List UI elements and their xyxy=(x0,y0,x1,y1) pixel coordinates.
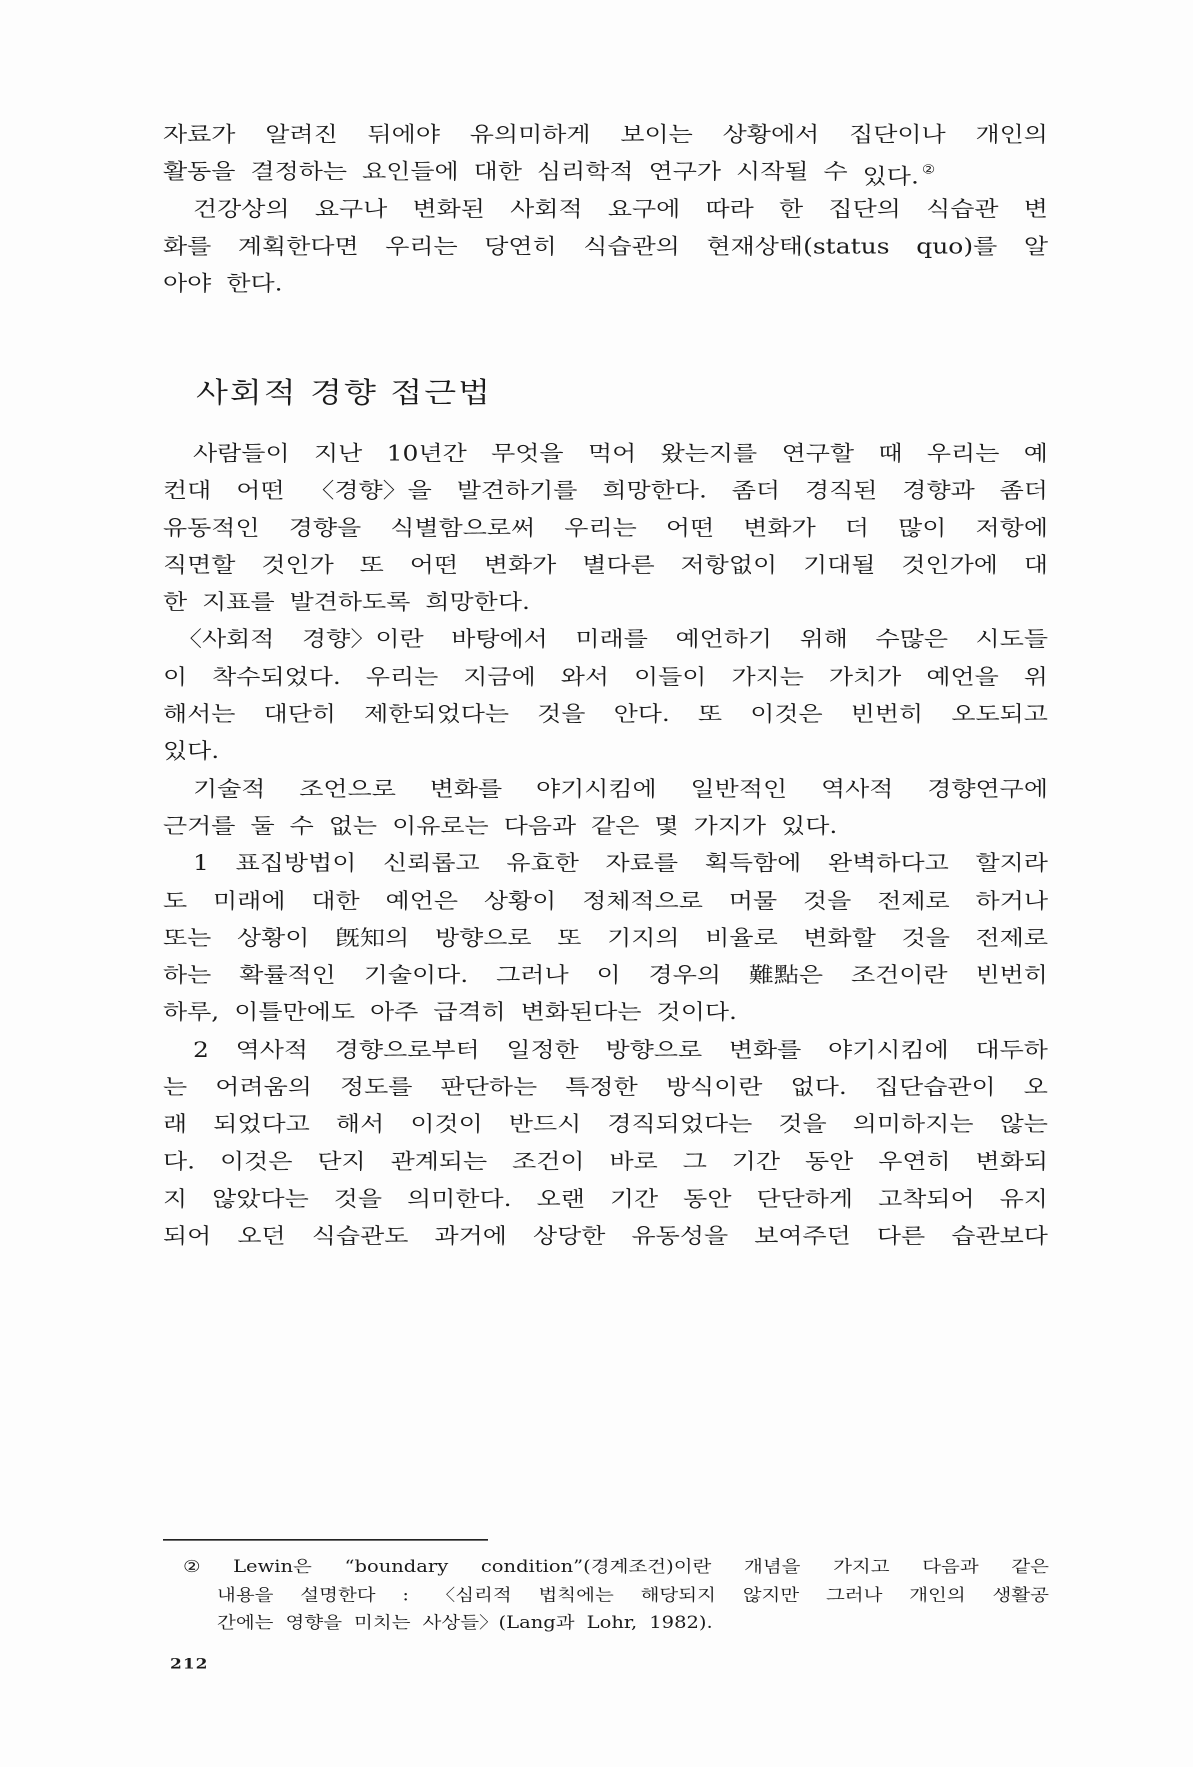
word: 머물 xyxy=(728,888,778,913)
word: 연구할 xyxy=(781,440,855,466)
word: 수많은 xyxy=(875,627,948,652)
text-line xyxy=(163,265,1048,302)
footnote-line xyxy=(183,1552,1049,1580)
word: 이틀만에도 xyxy=(234,999,356,1025)
word: 판단하는 xyxy=(440,1074,538,1099)
word: 대두하 xyxy=(975,1037,1048,1062)
word: 때 xyxy=(878,440,903,466)
word: 상당한 xyxy=(533,1223,606,1249)
word: 어려움의 xyxy=(215,1074,312,1099)
word: 우리는 xyxy=(564,515,637,540)
word: 보이는 xyxy=(620,122,693,147)
word: 해서는 xyxy=(163,701,236,727)
word: 도 xyxy=(163,888,188,913)
word: 이것은 xyxy=(220,1149,293,1174)
word: 집단습관이 xyxy=(874,1074,996,1099)
text-line xyxy=(163,228,1048,265)
word: 자료를 xyxy=(605,850,678,876)
text-line xyxy=(163,584,1048,621)
page-number: 212 xyxy=(170,1655,209,1673)
word: 계획한다면 xyxy=(237,233,359,259)
word: 이 xyxy=(163,664,188,689)
text-line xyxy=(163,153,1048,190)
word: 되었다고 xyxy=(213,1111,310,1137)
word: 먹어 xyxy=(587,440,637,466)
word: 할지라 xyxy=(975,850,1048,876)
word: 발견하기를 xyxy=(456,478,578,503)
word: 저항에 xyxy=(975,515,1048,540)
word: 조언으로 xyxy=(299,776,396,801)
word: 변화를 xyxy=(429,776,503,801)
word: 변화를 xyxy=(728,1037,802,1062)
word: 수 xyxy=(823,159,848,184)
word: “boundary xyxy=(344,1556,449,1576)
word: 가지는 xyxy=(731,664,804,689)
word: 방향으로 xyxy=(605,1037,703,1062)
word: 전제로 xyxy=(975,925,1048,950)
word: 한 xyxy=(779,196,804,221)
word: 이것은 xyxy=(750,701,823,727)
text-line xyxy=(163,510,1048,547)
word: 또는 xyxy=(163,925,212,950)
word: 법칙에는 xyxy=(538,1584,614,1605)
word: 시도들 xyxy=(975,627,1048,652)
word: 이 xyxy=(596,962,621,988)
word: 저항없이 xyxy=(680,552,778,578)
word: 그러나 xyxy=(825,1584,883,1605)
word: 특정한 xyxy=(565,1074,638,1099)
word: 더 xyxy=(844,515,869,540)
word: 해서 xyxy=(335,1111,385,1137)
word: 難點은 xyxy=(748,962,824,988)
word: 왔는지를 xyxy=(660,440,758,466)
text-line xyxy=(163,191,1048,228)
word: 착수되었다. xyxy=(212,664,341,689)
text-line xyxy=(163,770,1048,807)
word: 것을 xyxy=(537,701,586,727)
word: 단단하게 xyxy=(756,1186,854,1211)
word: 둘 xyxy=(250,813,275,839)
word: 바탕에서 xyxy=(451,627,548,652)
word: 컨대 xyxy=(163,478,212,503)
word: 획득함에 xyxy=(704,850,802,876)
word: 변화할 xyxy=(803,925,876,950)
text-line xyxy=(163,659,1048,696)
word: 방식이란 xyxy=(665,1074,763,1099)
word: 정도를 xyxy=(339,1074,413,1099)
word: 사람들이 xyxy=(193,440,290,466)
word: 희망한다. xyxy=(602,478,707,503)
word: 예 xyxy=(1023,440,1048,466)
word: 일정한 xyxy=(506,1037,579,1062)
word: 대단히 xyxy=(263,701,337,727)
word: 이것이 xyxy=(410,1111,483,1137)
word: 근거를 xyxy=(163,813,236,839)
word: 빈번히 xyxy=(975,962,1048,988)
word: 예언은 xyxy=(385,888,458,913)
word: 자료가 xyxy=(163,122,236,147)
word: 우리는 xyxy=(385,233,458,259)
text-line xyxy=(163,621,1048,658)
word: 의미하지는 xyxy=(852,1111,974,1137)
word: 예언하기 xyxy=(675,627,773,652)
word: 또 xyxy=(697,701,723,727)
word: 가치가 xyxy=(828,664,902,689)
text-line xyxy=(163,1143,1048,1180)
word: 현재상태(status xyxy=(706,233,890,259)
word: 비율로 xyxy=(705,925,778,950)
word: 가지고 xyxy=(833,1556,890,1576)
word: 별다른 xyxy=(582,552,655,578)
word: 역사적 xyxy=(235,1037,309,1062)
word: 확률적인 xyxy=(239,962,336,988)
word: 것인가 xyxy=(261,552,334,578)
word: 다. xyxy=(163,1149,196,1174)
text-line xyxy=(163,435,1048,472)
word: 급격히 xyxy=(433,999,506,1025)
word: 것인가에 xyxy=(901,552,998,578)
word: 알려진 xyxy=(265,122,338,147)
word: 경향연구에 xyxy=(927,776,1048,801)
word: 상황이 xyxy=(237,925,310,950)
word: 관계되는 xyxy=(390,1149,488,1174)
word: 기술적 xyxy=(193,776,266,801)
word: 당연히 xyxy=(484,233,557,259)
word: 대한 xyxy=(311,888,360,913)
word: 경우의 xyxy=(648,962,721,988)
word: 습관보다 xyxy=(951,1223,1048,1249)
word: 2 xyxy=(193,1037,209,1062)
word: 와서 xyxy=(560,664,610,689)
word: 과거에 xyxy=(434,1223,507,1249)
word: 변화된다는 xyxy=(520,999,642,1025)
footnote-line xyxy=(183,1609,1049,1637)
word: 조건이 xyxy=(512,1149,585,1174)
paragraph-block-1 xyxy=(163,116,1048,302)
word: 오던 xyxy=(237,1223,286,1249)
word: 식습관 xyxy=(926,196,999,221)
word: 빈번히 xyxy=(850,701,924,727)
word: 유의미하게 xyxy=(469,122,591,147)
word: 기간 xyxy=(609,1186,659,1211)
word: 기대될 xyxy=(803,552,876,578)
word: 되어 xyxy=(163,1223,212,1249)
word: 유동적인 xyxy=(163,515,260,540)
text-line xyxy=(163,882,1048,919)
text-line xyxy=(163,547,1048,584)
word: 정체적으로 xyxy=(582,888,703,913)
word: 하루, xyxy=(163,999,220,1025)
word: 대한 xyxy=(473,159,522,184)
word: 다른 xyxy=(876,1223,926,1249)
word: 미래에 xyxy=(213,888,286,913)
word: 오 xyxy=(1023,1074,1048,1099)
text-line xyxy=(163,845,1048,882)
text-line xyxy=(163,472,1048,509)
word: 우리는 xyxy=(365,664,439,689)
word: 1 xyxy=(193,850,209,876)
word: 기간 xyxy=(731,1149,781,1174)
word: 가지가 xyxy=(693,813,767,839)
word: 변화가 xyxy=(483,552,557,578)
word: 심리학적 xyxy=(536,159,634,184)
word: 기술이다. xyxy=(363,962,469,988)
word: 미래를 xyxy=(575,627,648,652)
word: 다음과 xyxy=(922,1556,979,1576)
word: 대 xyxy=(1023,552,1048,578)
word: Lewin은 xyxy=(233,1556,312,1576)
word: 연구가 xyxy=(648,159,722,184)
word: 완벽하다고 xyxy=(828,850,949,876)
word: 동안 xyxy=(804,1149,854,1174)
word: 이들이 xyxy=(634,664,707,689)
word: 제한되었다는 xyxy=(364,701,510,727)
word: 지난 xyxy=(313,440,363,466)
word: 안다. xyxy=(613,701,670,727)
word: 표집방법이 xyxy=(235,850,357,876)
footnote-reference[interactable]: ② xyxy=(921,161,936,177)
word: 없는 xyxy=(328,813,378,839)
word: : xyxy=(402,1584,409,1605)
word: 것을 xyxy=(803,888,852,913)
word: 하는 xyxy=(163,962,212,988)
word: 같은 xyxy=(591,813,640,839)
word: 것을 xyxy=(901,925,950,950)
word: 어떤 xyxy=(665,515,715,540)
word: 않았다는 xyxy=(212,1186,309,1211)
text-line xyxy=(163,994,1048,1031)
word: 한다. xyxy=(226,271,283,296)
text-line xyxy=(163,1180,1048,1217)
word: 사회적 xyxy=(510,196,583,221)
word: 있다. xyxy=(163,739,220,764)
word: 일반적인 xyxy=(690,776,788,801)
word: 결정하는 xyxy=(250,159,348,184)
word: 뒤에야 xyxy=(367,122,440,147)
word: 그러나 xyxy=(496,962,569,988)
word: 〈사회적 xyxy=(177,627,275,652)
text-line xyxy=(163,1218,1048,1255)
word: 요구나 xyxy=(314,196,388,221)
word: 해당되지 xyxy=(640,1584,716,1605)
word: 아주 xyxy=(370,999,419,1025)
word: 유효한 xyxy=(506,850,579,876)
word: 설명한다 xyxy=(300,1584,376,1605)
word: 〈심리적 xyxy=(435,1584,512,1605)
word: 몇 xyxy=(654,813,679,839)
word: 위 xyxy=(1023,664,1048,689)
word: 같은 xyxy=(1011,1556,1049,1576)
word: 단지 xyxy=(317,1149,366,1174)
text-line xyxy=(163,1031,1048,1068)
word: 알 xyxy=(1023,233,1048,259)
word: 우리는 xyxy=(926,440,1000,466)
word: 예언을 xyxy=(926,664,999,689)
word: 신뢰롭고 xyxy=(383,850,480,876)
word: 경직되었다는 xyxy=(607,1111,753,1137)
word: 간에는 xyxy=(217,1613,274,1633)
word: 변화된 xyxy=(412,196,485,221)
word: 전제로 xyxy=(877,888,950,913)
word: 위해 xyxy=(799,627,848,652)
word: 요인들에 xyxy=(362,159,459,184)
word: 않지만 xyxy=(742,1584,800,1605)
word: 또 xyxy=(557,925,582,950)
word: 직면할 xyxy=(163,552,236,578)
word: 변 xyxy=(1023,196,1048,221)
word: 바로 xyxy=(609,1149,658,1174)
word: 화를 xyxy=(163,233,212,259)
word: 그 xyxy=(682,1149,707,1174)
footnote-line xyxy=(183,1581,1049,1609)
footnote xyxy=(183,1552,1049,1637)
word: 의미한다. xyxy=(407,1186,512,1211)
text-line xyxy=(163,1069,1048,1106)
word: 상황에서 xyxy=(722,122,820,147)
section-title: 사회적 경향 접근법 xyxy=(196,376,493,409)
text-line xyxy=(163,1106,1048,1143)
word: ② xyxy=(183,1556,201,1576)
text-line xyxy=(163,696,1048,733)
word: 활동을 xyxy=(163,159,236,184)
word: 변화되 xyxy=(975,1149,1048,1174)
word: 않는 xyxy=(999,1111,1048,1137)
word: 경향과 xyxy=(902,478,975,503)
word: 무엇을 xyxy=(491,440,564,466)
word: 경직된 xyxy=(804,478,878,503)
word: 집단의 xyxy=(828,196,901,221)
word: 건강상의 xyxy=(193,196,290,221)
word: 보여주던 xyxy=(754,1223,851,1249)
word: 미치는 xyxy=(354,1613,411,1633)
word: 10년간 xyxy=(386,440,467,466)
word: 지금에 xyxy=(463,664,536,689)
word: 식습관의 xyxy=(583,233,680,259)
word: quo)를 xyxy=(916,233,998,259)
word: 요구에 xyxy=(607,196,681,221)
text-line xyxy=(163,920,1048,957)
word: 역사적 xyxy=(820,776,894,801)
word: 없다. xyxy=(790,1074,847,1099)
word: 좀더 xyxy=(731,478,781,503)
word: Lohr, xyxy=(586,1613,638,1633)
text-line xyxy=(163,957,1048,994)
word: 있다. xyxy=(781,813,838,839)
word: 개념을 xyxy=(743,1556,801,1576)
word: 집단이나 xyxy=(849,122,946,147)
word: 유동성을 xyxy=(631,1223,729,1249)
footnote-rule xyxy=(163,1539,488,1541)
word: 좀더 xyxy=(999,478,1048,503)
word: 지표를 xyxy=(202,589,275,615)
word: 반드시 xyxy=(508,1111,582,1137)
word: 고착되어 xyxy=(878,1186,975,1211)
word: 수 xyxy=(289,813,314,839)
word: 旣知의 xyxy=(335,925,410,950)
word: 유지 xyxy=(999,1186,1048,1211)
word: 시작될 xyxy=(736,159,809,184)
paragraph-block-2 xyxy=(163,435,1048,1255)
word: 하거나 xyxy=(975,888,1048,913)
word: 동안 xyxy=(683,1186,732,1211)
word: 〈경향〉을 xyxy=(309,478,432,503)
word: 상황이 xyxy=(483,888,557,913)
word: 것이다. xyxy=(656,999,737,1025)
word: 기지의 xyxy=(607,925,680,950)
word: 지 xyxy=(163,1186,188,1211)
word: 따라 xyxy=(705,196,754,221)
word: 오랜 xyxy=(536,1186,585,1211)
word: 것을 xyxy=(778,1111,827,1137)
word: 있다. ② xyxy=(862,161,936,190)
word: 오도되고 xyxy=(951,701,1048,727)
word: 방향으로 xyxy=(434,925,532,950)
word: 조건이란 xyxy=(850,962,948,988)
word: condition”(경계조건)이란 xyxy=(480,1556,712,1576)
word: 야기시킴에 xyxy=(535,776,657,801)
word: 래 xyxy=(163,1111,188,1137)
word: 아야 xyxy=(163,271,212,296)
word: 것을 xyxy=(333,1186,383,1211)
word: 경향〉이란 xyxy=(302,627,424,652)
word: 영향을 xyxy=(285,1613,343,1633)
word: 개인의 xyxy=(909,1584,966,1605)
word: 많이 xyxy=(898,515,947,540)
text-line xyxy=(163,808,1048,845)
word: 내용을 xyxy=(217,1584,274,1605)
word: 식별함으로써 xyxy=(390,515,536,540)
word: 개인의 xyxy=(975,122,1048,147)
word: 어떤 xyxy=(236,478,285,503)
word: 변화가 xyxy=(743,515,816,540)
word: 희망한다. xyxy=(425,589,530,615)
word: 경향으로부터 xyxy=(334,1037,480,1062)
word: 생활공 xyxy=(992,1584,1049,1605)
word: 또 xyxy=(359,552,384,578)
word: 이유로는 xyxy=(392,813,489,839)
word: 경향을 xyxy=(288,515,362,540)
word: 한 xyxy=(163,589,188,615)
word: 다음과 xyxy=(503,813,577,839)
word: 어떤 xyxy=(409,552,458,578)
word: 사상들〉(Lang과 xyxy=(422,1613,575,1633)
word: 우연히 xyxy=(878,1149,951,1174)
text-line xyxy=(163,733,1048,770)
word: 는 xyxy=(163,1074,188,1099)
word: 발견하도록 xyxy=(289,589,411,615)
word: 식습관도 xyxy=(311,1223,409,1249)
text-line xyxy=(163,116,1048,153)
word: 1982). xyxy=(649,1613,713,1633)
word: 야기시킴에 xyxy=(828,1037,949,1062)
